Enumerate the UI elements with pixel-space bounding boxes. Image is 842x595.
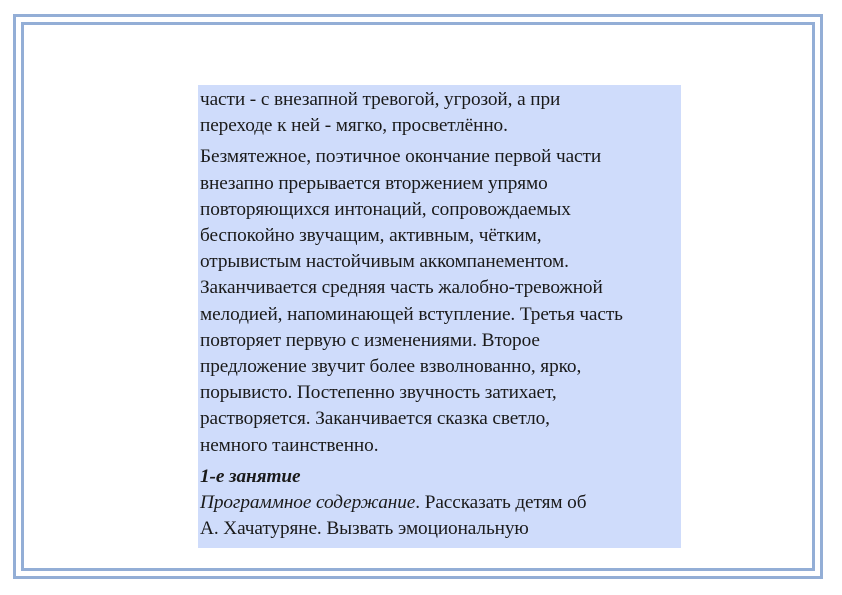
text-line: растворяется. Заканчивается сказка светло, (200, 408, 550, 430)
text-line: предложение звучит более взволнованно, ярко, (200, 356, 582, 378)
lesson-heading: 1-е занятие (200, 465, 301, 487)
text-line: Заканчивается средняя часть жалобно-тревожной (200, 277, 603, 299)
text-line: внезапно прерывается вторжением упрямо (200, 172, 548, 194)
paragraph-1 (200, 87, 681, 139)
text-line: Безмятежное, поэтичное окончание первой части (200, 146, 602, 168)
text-line: отрывистым настойчивым аккомпанементом. (200, 251, 569, 273)
lesson-content-line: А. Хачатуряне. Вызвать эмоциональную (200, 518, 529, 540)
text-line: части - с внезапной тревогой, угрозой, а при (200, 89, 561, 110)
text-line: повторяет первую с изменениями. Второе (200, 329, 540, 351)
lesson-section (200, 464, 681, 543)
content-text: . Рассказать детям об (415, 492, 587, 514)
text-line: беспокойно звучащим, активным, чётким, (200, 225, 542, 247)
content-label: Программное содержание (200, 492, 416, 514)
text-line: порывисто. Постепенно звучность затихает, (200, 382, 557, 404)
paragraph-2 (200, 144, 681, 458)
text-content-box (198, 85, 681, 548)
text-line: мелодией, напоминающей вступление. Третья часть (200, 303, 623, 325)
text-line: немного таинственно. (200, 434, 379, 456)
text-line: переходе к ней - мягко, просветлённо. (200, 115, 508, 137)
text-line: повторяющихся интонаций, сопровождаемых (200, 198, 571, 220)
lesson-content-line (200, 490, 681, 516)
